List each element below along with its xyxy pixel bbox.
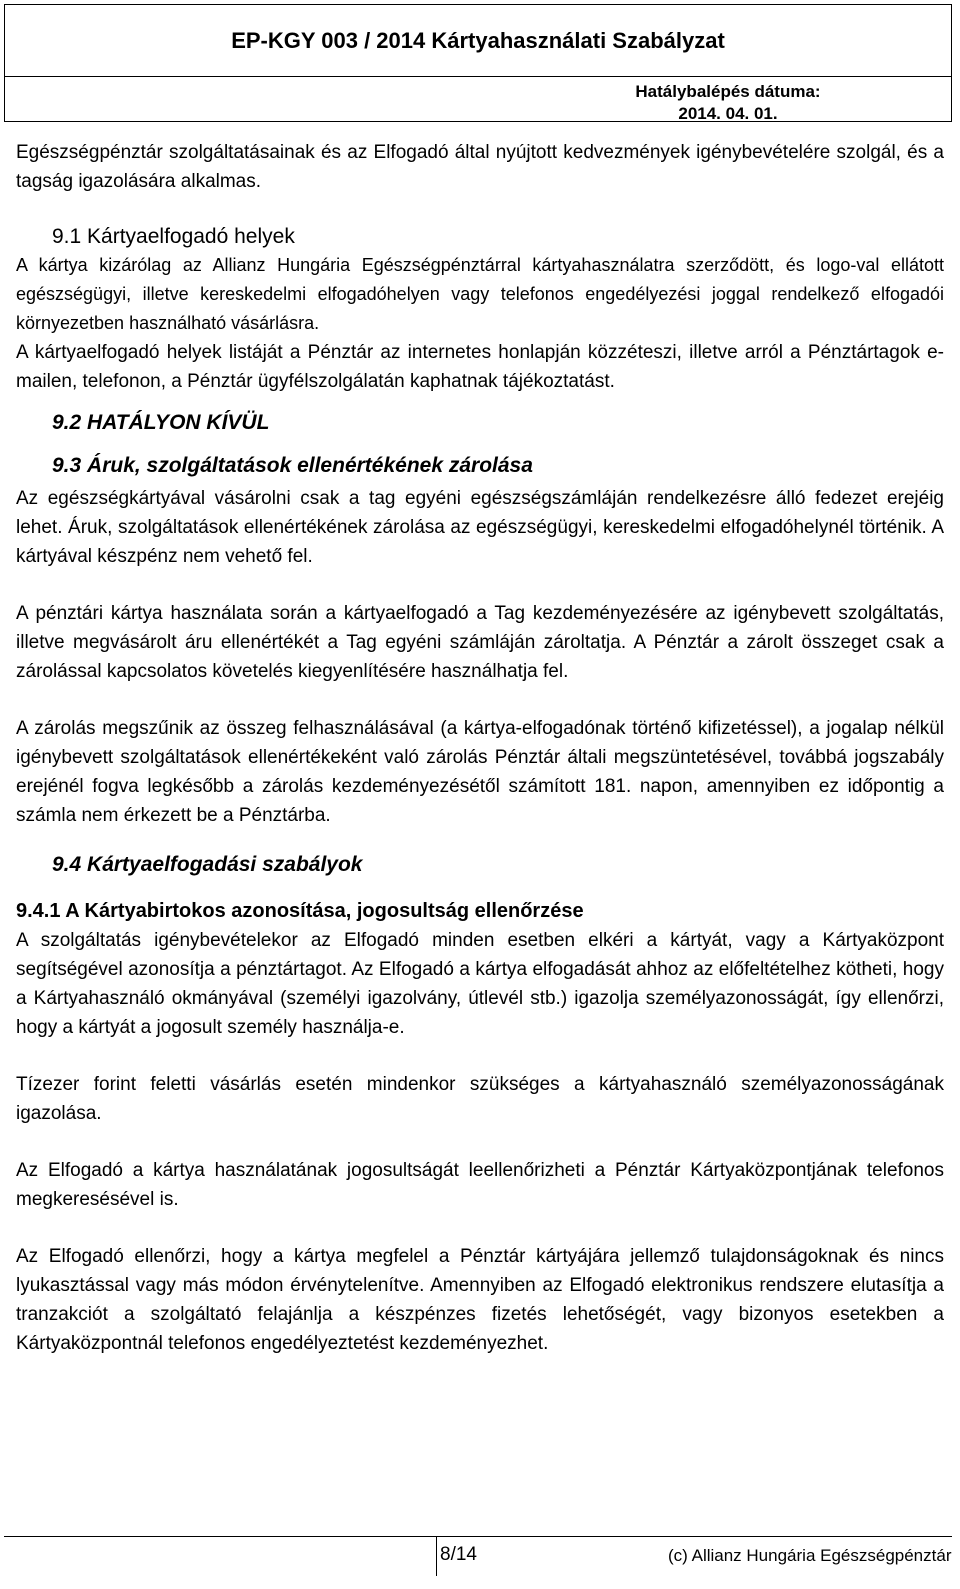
s91-paragraph-2: A kártyaelfogadó helyek listáját a Pénztár az internetes honlapján közzéteszi, illetve arról a Pénztártagok e-mailen, telefonon, a Pénztár ügyfélszolgálatán kaphatnak tájékoztatást. [16, 342, 944, 392]
effective-date-label: Hatálybalépés dátuma: [635, 82, 821, 101]
document-header [4, 4, 952, 122]
subsection-heading-9-4-1: 9.4.1 A Kártyabirtokos azonosítása, jogosultság ellenőrzése [16, 900, 584, 922]
s93-paragraph-3: A zárolás megszűnik az összeg felhasználásával (a kártya-elfogadónak történő kifizetéssel), a jogalap nélkül igénybevett szolgáltatások ellenértékeként való zárolás Pénztár általi megszüntetésével, továbbá jogszabály erejénél fogva legkésőbb a zárolás kezdeményezésétől számított 181. napon, amennyiben ez időpontig a számla nem érkezett be a Pénztárba. [16, 718, 944, 826]
document-title: EP-KGY 003 / 2014 Kártyahasználati Szabályzat [5, 5, 951, 77]
intro-paragraph: Egészségpénztár szolgáltatásainak és az Elfogadó által nyújtott kedvezmények igénybevételére szolgál, és a tagság igazolására alkalmas. [16, 142, 944, 192]
section-heading-9-1: 9.1 Kártyaelfogadó helyek [52, 225, 295, 248]
s91-paragraph-1: A kártya kizárólag az Allianz Hungária Egészségpénztárral kártyahasználatra szerződött, és logo-val ellátott egészségügyi, illetve kereskedelmi elfogadóhelyen vagy telefonos engedélyezési joggal rendelkező elfogadói környezetben használható vásárlásra. [16, 255, 944, 333]
page-number: 8/14 [440, 1544, 477, 1565]
s94-paragraph-2: Tízezer forint feletti vásárlás esetén mindenkor szükséges a kártyahasználó személyazonosságának igazolása. [16, 1074, 944, 1124]
footer-copyright: (c) Allianz Hungária Egészségpénztár [668, 1546, 952, 1565]
header-date-row [5, 77, 951, 121]
effective-date-block [603, 81, 853, 125]
s94-paragraph-1: A szolgáltatás igénybevételekor az Elfogadó minden esetben elkéri a kártyát, vagy a Kártyaközpont segítségével azonosítja a pénztártagot. Az Elfogadó a kártya elfogadását ahhoz az előfeltételhez kötheti, hogy a Kártyahasználó okmányával (személyi igazolvány, útlevél stb.) igazolja személyazonosságát, így ellenőrzi, hogy a kártyát a jogosult személy használja-e. [16, 930, 944, 1038]
s93-paragraph-1: Az egészségkártyával vásárolni csak a tag egyéni egészségszámláján rendelkezésre álló fedezet erejéig lehet. Áruk, szolgáltatások ellenértékének zárolása az egészségügyi, kereskedelmi elfogadóhelynél történik. A kártyával készpénz nem vehető fel. [16, 488, 944, 567]
s94-paragraph-4: Az Elfogadó ellenőrzi, hogy a kártya megfelel a Pénztár kártyájára jellemző tulajdonságoknak és nincs lyukasztással vagy más módon érvénytelenítve. Amennyiben az Elfogadó elektronikus rendszere elutasítja a tranzakciót a szolgáltató felajánlja a készpénzes fizetés lehetőségét, vagy bizonyos esetekben a Kártyaközpontnál telefonos engedélyeztetést kezdeményezhet. [16, 1246, 944, 1354]
footer-divider [4, 1536, 952, 1537]
section-heading-9-2: 9.2 HATÁLYON KÍVÜL [52, 411, 270, 434]
effective-date-value: 2014. 04. 01. [678, 104, 778, 123]
footer-cell-divider [436, 1536, 437, 1576]
document-body [16, 138, 944, 1358]
section-heading-9-4: 9.4 Kártyaelfogadási szabályok [52, 853, 363, 876]
s94-paragraph-3: Az Elfogadó a kártya használatának jogosultságát leellenőrizheti a Pénztár Kártyaközpontjának telefonos megkeresésével is. [16, 1160, 944, 1210]
s93-paragraph-2: A pénztári kártya használata során a kártyaelfogadó a Tag kezdeményezésére az igénybevett szolgáltatás, illetve megvásárolt áru ellenértékét a Tag egyéni számláján zároltatja. A Pénztár a zárolt összeget csak a zárolással kapcsolatos követelés kiegyenlítésére használhatja fel. [16, 603, 944, 682]
section-heading-9-3: 9.3 Áruk, szolgáltatások ellenértékének zárolása [52, 454, 533, 477]
